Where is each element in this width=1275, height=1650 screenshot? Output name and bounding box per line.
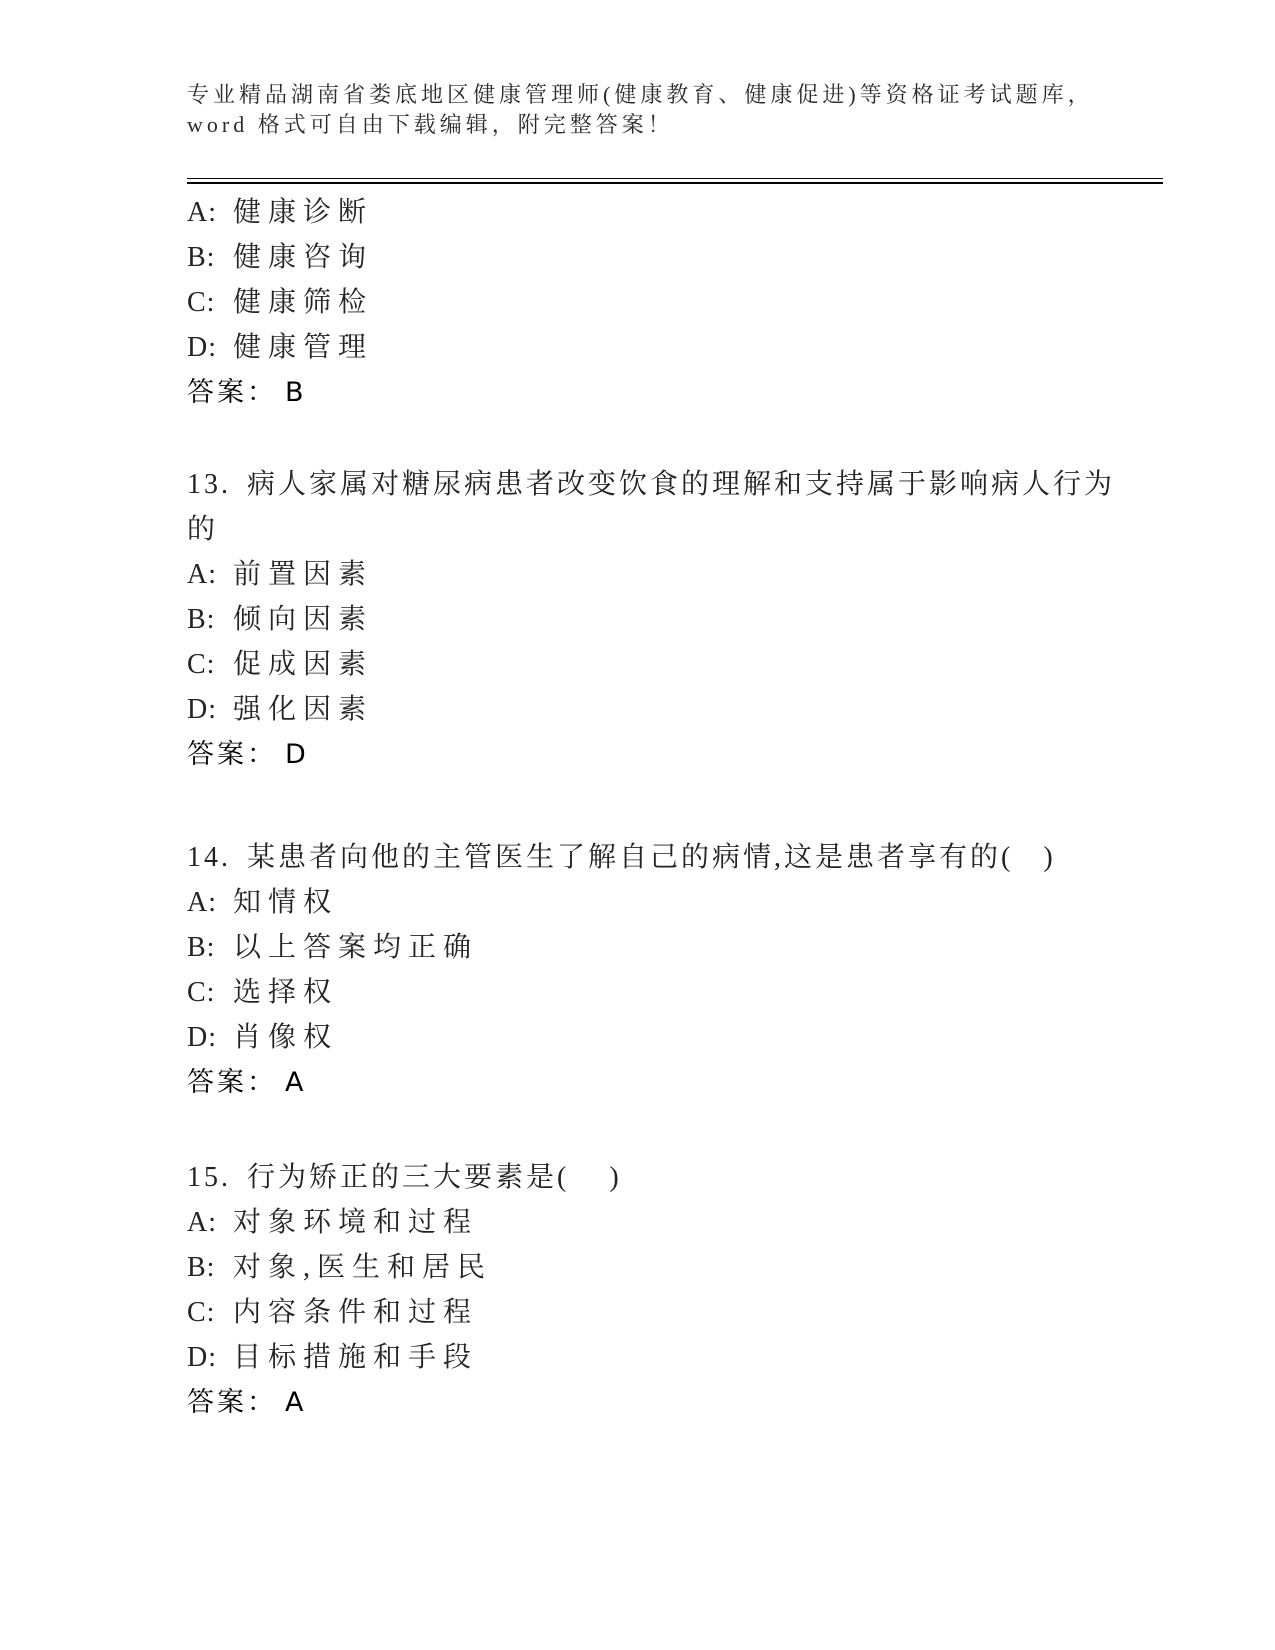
option-row [187,597,1177,642]
question-block-14 [187,835,1177,1105]
question-block-intro [187,190,1177,415]
option-text: 前置因素 [233,559,374,590]
option-text: 肖像权 [233,1022,339,1053]
option-row [187,280,1177,325]
answer-row [187,1380,1177,1425]
question-text-body: 病人家属对糖尿病患者改变饮食的理解和支持属于影响病人行为的 [187,469,1116,545]
option-text: 知情权 [233,887,339,918]
header-divider-rule [187,178,1163,184]
question-block-13 [187,462,1177,777]
option-text: 健康诊断 [233,197,374,228]
option-row [187,970,1177,1015]
question-number: 14. [187,842,231,873]
option-row [187,235,1177,280]
option-text: 对象,医生和居民 [233,1252,493,1283]
option-row [187,1015,1177,1060]
option-label: A: [187,559,217,590]
option-label: B: [187,1252,216,1283]
answer-label: 答案： [187,1387,277,1418]
answer-row [187,370,1177,415]
option-text: 对象环境和过程 [233,1207,479,1238]
question-text [187,835,1177,880]
option-row [187,325,1177,370]
question-text-body: 某患者向他的主管医生了解自己的病情,这是患者享有的( ) [247,842,1056,873]
option-label: C: [187,649,216,680]
option-row [187,880,1177,925]
answer-value: B [285,377,307,408]
option-label: D: [187,332,217,363]
option-label: D: [187,694,217,725]
question-text [187,462,1137,552]
option-row [187,1200,1177,1245]
header-line-2: word 格式可自由下载编辑，附完整答案！ [187,112,674,137]
option-row [187,642,1177,687]
option-text: 目标措施和手段 [233,1342,479,1373]
answer-label: 答案： [187,739,277,770]
option-row [187,925,1177,970]
answer-label: 答案： [187,1067,277,1098]
option-text: 健康咨询 [233,242,374,273]
option-row [187,1245,1177,1290]
option-text: 倾向因素 [233,604,374,635]
option-label: C: [187,977,216,1008]
answer-value: A [285,1387,307,1418]
document-body [187,190,1177,1425]
header-line-1: 专业精品湖南省娄底地区健康管理师(健康教育、健康促进)等资格证考试题库， [187,82,1094,107]
option-label: A: [187,1207,217,1238]
question-number: 13. [187,469,231,500]
question-block-15 [187,1155,1177,1425]
option-row [187,190,1177,235]
page-header [187,80,1163,140]
option-label: D: [187,1022,217,1053]
option-text: 促成因素 [233,649,374,680]
question-number: 15. [187,1162,231,1193]
option-text: 健康筛检 [233,287,374,318]
option-label: C: [187,1297,216,1328]
option-label: B: [187,604,216,635]
answer-value: A [285,1067,307,1098]
answer-row [187,1060,1177,1105]
option-text: 内容条件和过程 [233,1297,479,1328]
option-label: B: [187,932,216,963]
option-row [187,1335,1177,1380]
option-label: C: [187,287,216,318]
option-row [187,687,1177,732]
option-row [187,1290,1177,1335]
option-label: B: [187,242,216,273]
option-text: 以上答案均正确 [233,932,479,963]
option-label: A: [187,197,217,228]
question-text-body: 行为矫正的三大要素是( ) [247,1162,622,1193]
option-text: 健康管理 [233,332,374,363]
option-row [187,552,1177,597]
option-text: 选择权 [233,977,339,1008]
option-text: 强化因素 [233,694,374,725]
option-label: A: [187,887,217,918]
answer-value: D [285,739,309,770]
answer-row [187,732,1177,777]
answer-label: 答案： [187,377,277,408]
question-text [187,1155,1177,1200]
option-label: D: [187,1342,217,1373]
